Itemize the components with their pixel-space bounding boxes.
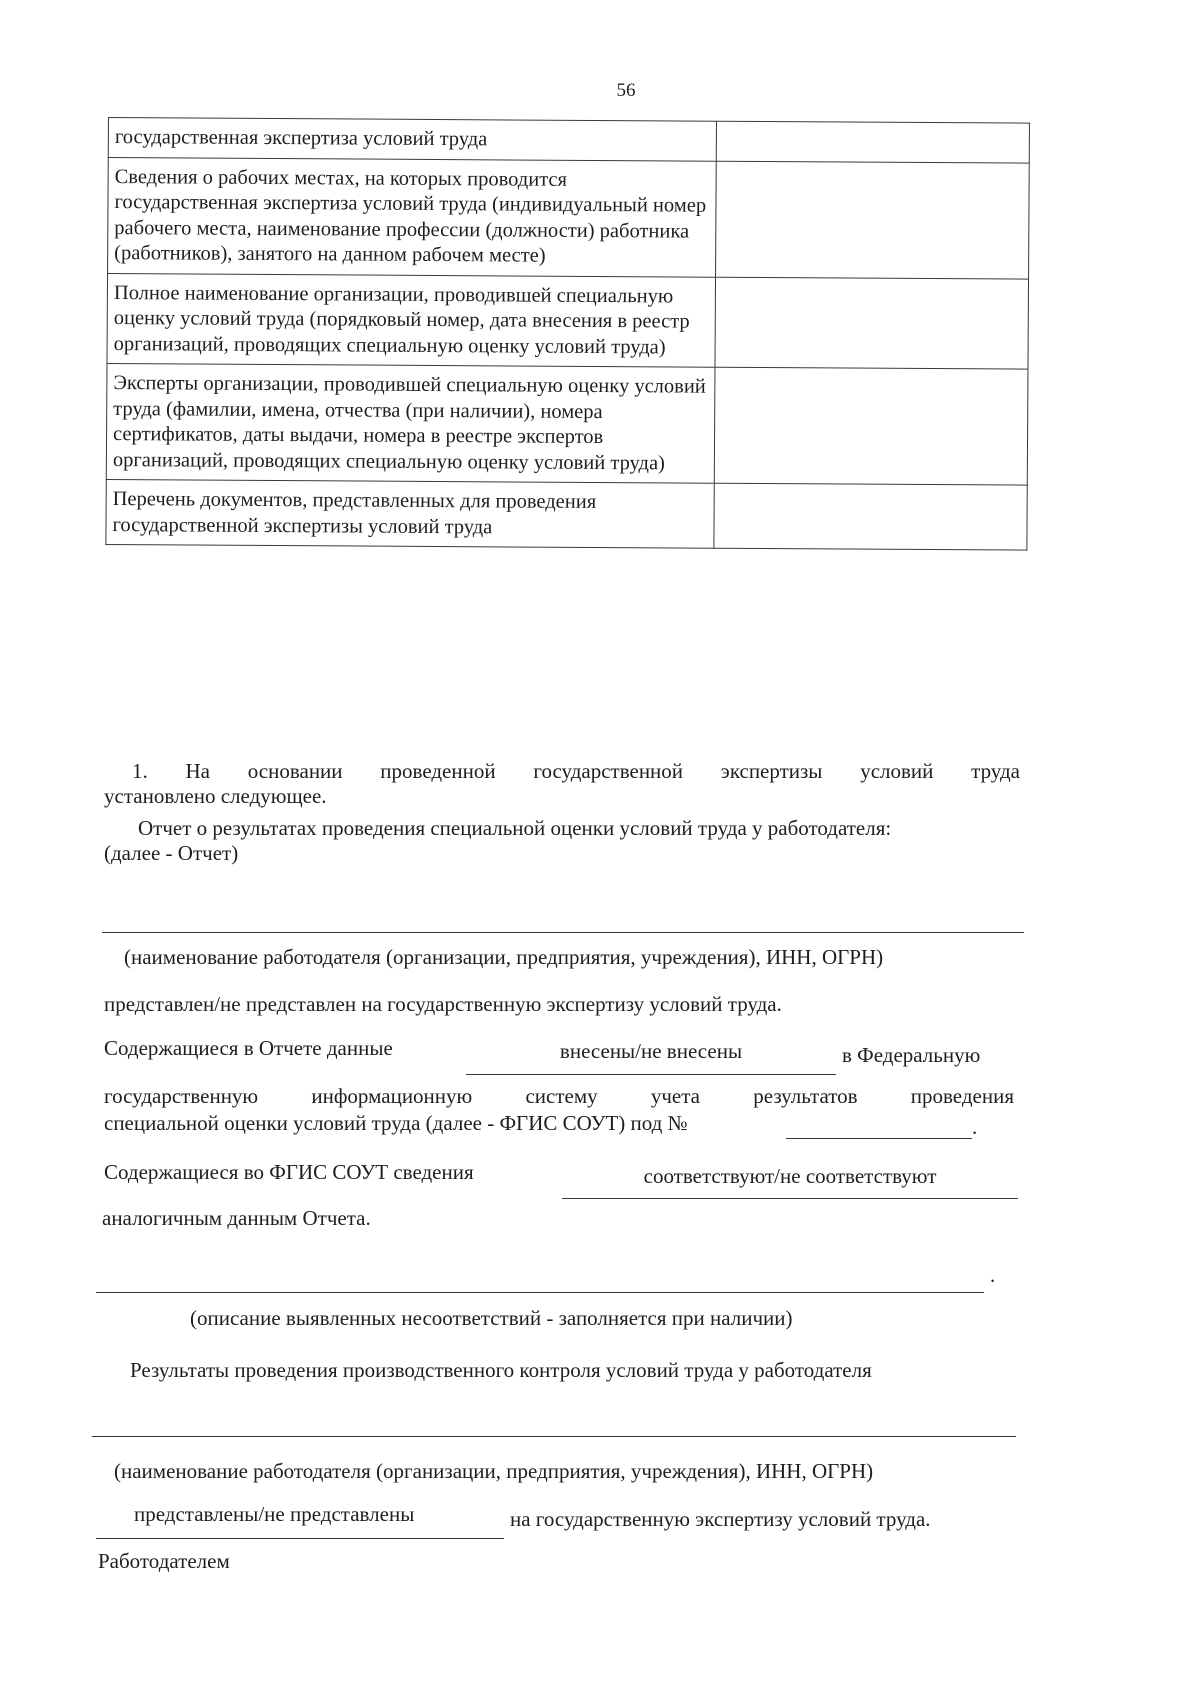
table-cell-label: Эксперты организации, проводившей специальную оценку условий труда (фамилии, имена, отчества (при наличии), номера сертификатов, даты выдачи, номера в реестре экспертов организаций, проводящих специальную оценку условий труда): [106, 363, 715, 483]
fgis-number-end: .: [972, 1115, 978, 1139]
data-in-report-label: Содержащиеся в Отчете данные: [104, 1036, 393, 1060]
employer-name-line-2[interactable]: [92, 1436, 1016, 1437]
presented-options: представлены/не представлены: [134, 1502, 415, 1526]
to-expertise-text: на государственную экспертизу условий труда.: [510, 1507, 931, 1531]
fgis-line-2: специальной оценки условий труда (далее - ФГИС СОУТ) под №: [104, 1111, 688, 1135]
table-cell-value: [714, 483, 1027, 550]
analogous-data-label: аналогичным данным Отчета.: [102, 1206, 371, 1230]
table-cell-label: Перечень документов, представленных для проведения государственной экспертизы условий труда: [106, 479, 714, 548]
paragraph-2-line-1: Отчет о результатах проведения специальной оценки условий труда у работодателя:: [138, 816, 892, 840]
discrepancy-line-end: .: [990, 1263, 996, 1287]
expertise-info-table: [105, 117, 1030, 551]
table-cell-value: [716, 161, 1030, 279]
table-row: [108, 157, 1030, 279]
table-row: [106, 479, 1027, 550]
paragraph-2-line-2: (далее - Отчет): [104, 841, 239, 865]
entered-options: внесены/не внесены: [559, 1039, 743, 1063]
match-options-line[interactable]: [562, 1198, 1018, 1199]
presented-text: представлен/не представлен на государственную экспертизу условий труда.: [104, 992, 782, 1016]
table-cell-value: [714, 367, 1028, 485]
employer-caption-1: (наименование работодателя (организации, предприятия, учреждения), ИНН, ОГРН): [124, 945, 884, 969]
page-number: 56: [616, 80, 636, 101]
fgis-info-label: Содержащиеся во ФГИС СОУТ сведения: [104, 1160, 474, 1184]
table-row: [107, 273, 1029, 369]
table-row: [108, 118, 1029, 163]
discrepancy-caption: (описание выявленных несоответствий - заполняется при наличии): [190, 1306, 793, 1330]
table-cell-value: [715, 277, 1029, 369]
into-federal-label: в Федеральную: [842, 1043, 981, 1067]
table-cell-label: Сведения о рабочих местах, на которых проводится государственная экспертиза условий труда (индивидуальный номер рабочего места, наименование профессии (должности) работника (работников), занятого на данном рабочем месте): [108, 157, 717, 277]
table-row: [106, 363, 1028, 485]
employer-name-line-1[interactable]: [102, 932, 1024, 933]
production-control-text: Результаты проведения производственного контроля условий труда у работодателя: [130, 1358, 872, 1382]
table-cell-value: [716, 121, 1029, 162]
paragraph-1-line-2: установлено следующее.: [104, 784, 327, 808]
employer-caption-2: (наименование работодателя (организации, предприятия, учреждения), ИНН, ОГРН): [114, 1459, 874, 1483]
discrepancy-description-line[interactable]: [96, 1292, 984, 1293]
match-options: соответствуют/не соответствуют: [643, 1164, 937, 1188]
table-cell-label: государственная экспертиза условий труда: [108, 118, 716, 161]
presented-options-line[interactable]: [96, 1538, 504, 1539]
fgis-number-line[interactable]: [786, 1138, 972, 1139]
entered-options-line[interactable]: [466, 1074, 836, 1075]
table-cell-label: Полное наименование организации, проводившей специальную оценку условий труда (порядковый номер, дата внесения в реестр организаций, проводящих специальную оценку условий труда): [107, 273, 716, 367]
fgis-line-1: государственную информационную систему учета результатов проведения: [104, 1084, 1014, 1108]
by-employer-text: Работодателем: [98, 1549, 230, 1573]
paragraph-1-line-1: 1. На основании проведенной государственной экспертизы условий труда: [132, 759, 1020, 783]
